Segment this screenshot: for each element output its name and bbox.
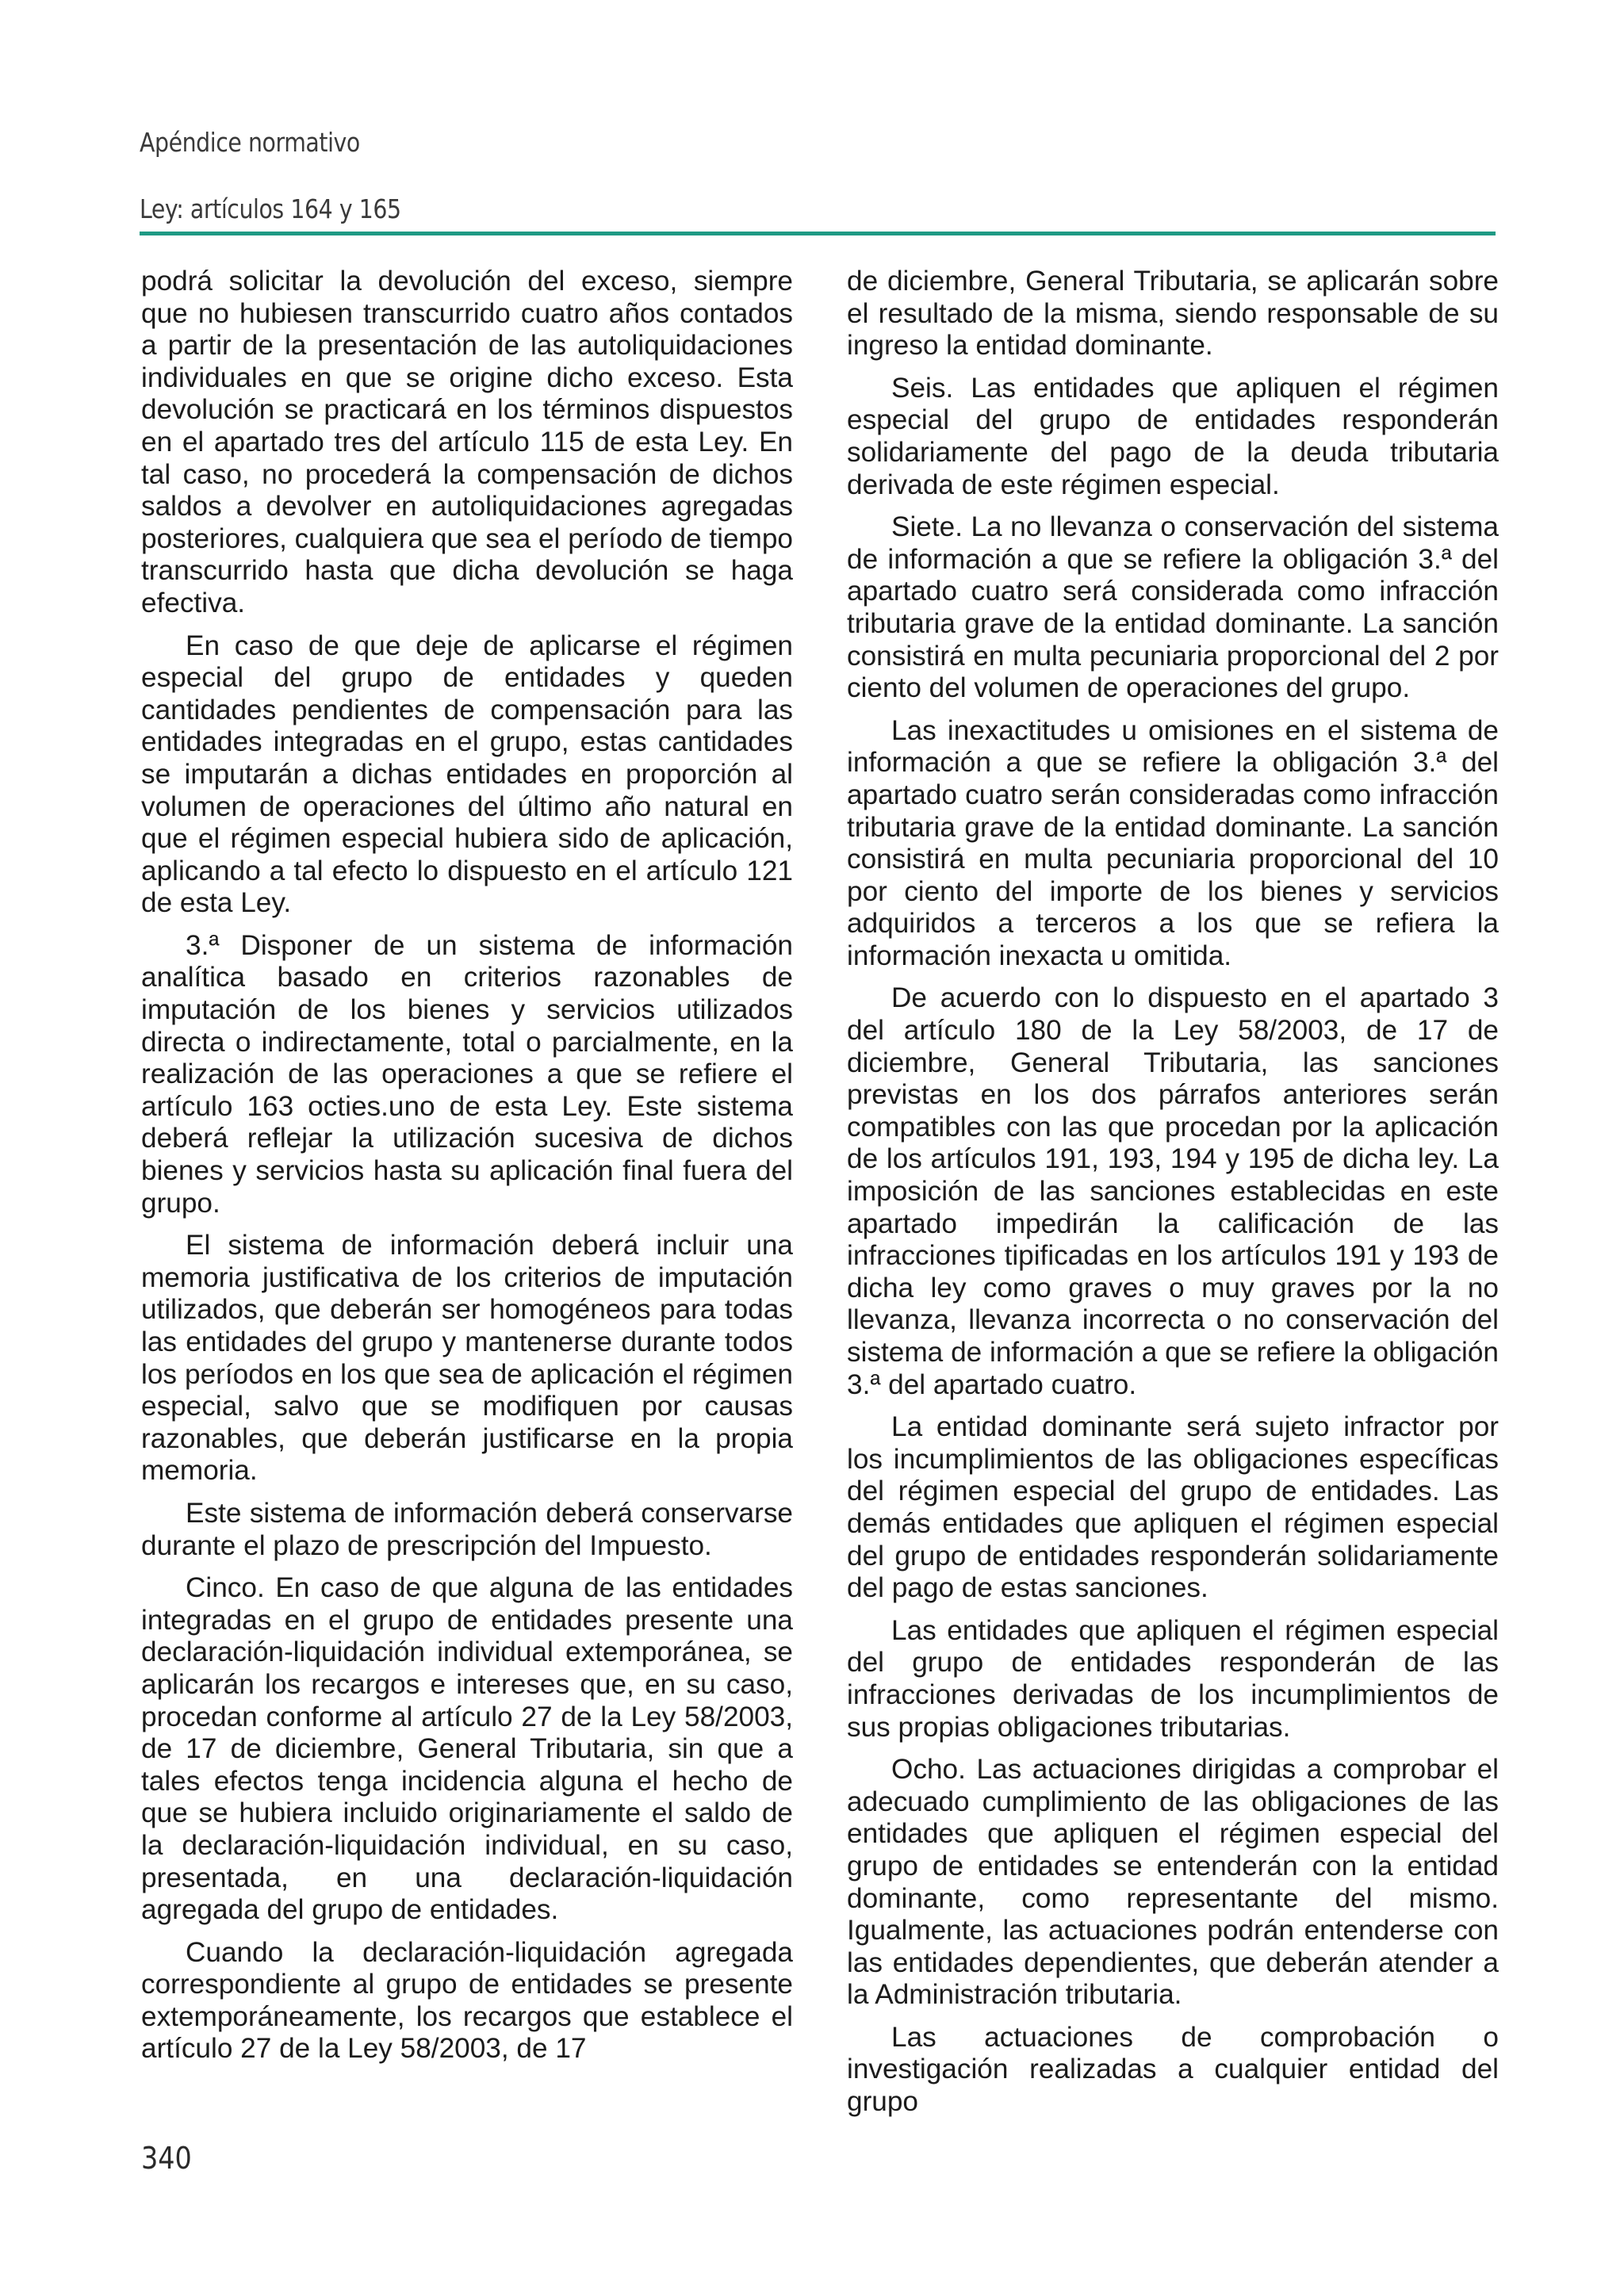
paragraph: de diciembre, General Tributaria, se aplicarán sobre el resultado de la misma, siendo responsable de su ingreso la entidad dominante. xyxy=(847,266,1499,362)
paragraph: Siete. La no llevanza o conservación del sistema de información a que se refiere la obligación 3.ª del apartado cuatro será considerada como infracción tributaria grave de la entidad dominante. La sanción consistirá en multa pecuniaria proporcional del 2 por ciento del volumen de operaciones del grupo. xyxy=(847,511,1499,704)
paragraph: 3.ª Disponer de un sistema de información analítica basado en criterios razonables de imputación de los bienes y servicios utilizados directa o indirectamente, total o parcialmente, en la realización de las operaciones a que se refiere el artículo 163 octies.uno de esta Ley. Este sistema deberá reflejar la utilización sucesiva de dichos bienes y servicios hasta su aplicación final fuera del grupo. xyxy=(141,929,793,1219)
paragraph: Cinco. En caso de que alguna de las entidades integradas en el grupo de entidades presente una declaración-liquidación individual extemporánea, se aplicarán los recargos e intereses que, en su caso, procedan conforme al artículo 27 de la Ley 58/2003, de 17 de diciembre, General Tributaria, sin que a tales efectos tenga incidencia alguna el hecho de que se hubiera incluido originariamente el saldo de la declaración-liquidación individual, en su caso, presentada, en una declaración-liquidación agregada del grupo de entidades. xyxy=(141,1572,793,1926)
paragraph: La entidad dominante será sujeto infractor por los incumplimientos de las obligaciones específicas del régimen especial del grupo de entidades. Las demás entidades que apliquen el régimen especial del grupo de entidades responderán solidariamente del pago de estas sanciones. xyxy=(847,1411,1499,1604)
paragraph: El sistema de información deberá incluir una memoria justificativa de los criterios de imputación utilizados, que deberán ser homogéneos para todas las entidades del grupo y mantenerse durante todos los períodos en los que sea de aplicación el régimen especial, salvo que se modifiquen por causas razonables, que deberán justificarse en la propia memoria. xyxy=(141,1230,793,1487)
paragraph: Ocho. Las actuaciones dirigidas a comprobar el adecuado cumplimiento de las obligaciones de las entidades que apliquen el régimen especial del grupo de entidades se entenderán con la entidad dominante, como representante del mismo. Igualmente, las actuaciones podrán entenderse con las entidades dependientes, que deberán atender a la Administración tributaria. xyxy=(847,1754,1499,2011)
paragraph: Las entidades que apliquen el régimen especial del grupo de entidades responderán de las infracciones derivadas de los incumplimientos de sus propias obligaciones tributarias. xyxy=(847,1614,1499,1743)
header-rule xyxy=(140,232,1496,235)
paragraph: En caso de que deje de aplicarse el régimen especial del grupo de entidades y queden cantidades pendientes de compensación para las entidades integradas en el grupo, estas cantidades se imputarán a dichas entidades en proporción al volumen de operaciones del último año natural en que el régimen especial hubiera sido de aplicación, aplicando a tal efecto lo dispuesto en el artículo 121 de esta Ley. xyxy=(141,630,793,919)
paragraph: Las actuaciones de comprobación o investigación realizadas a cualquier entidad del grupo xyxy=(847,2021,1499,2118)
paragraph: Cuando la declaración-liquidación agregada correspondiente al grupo de entidades se presente extemporáneamente, los recargos que establece el artículo 27 de la Ley 58/2003, de 17 xyxy=(141,1936,793,2065)
header-section: Apéndice normativo xyxy=(140,127,360,158)
page-number: 340 xyxy=(141,2141,192,2176)
paragraph: De acuerdo con lo dispuesto en el apartado 3 del artículo 180 de la Ley 58/2003, de 17 de diciembre, General Tributaria, las sanciones previstas en los dos párrafos anteriores serán compatibles con las que procedan por la aplicación de los artículos 191, 193, 194 y 195 de dicha ley. La imposición de las sanciones establecidas en este apartado impedirán la calificación de las infracciones tipificadas en los artículos 191 y 193 de dicha ley como graves o muy graves por la no llevanza, llevanza incorrecta o no conservación del sistema de información a que se refiere la obligación 3.ª del apartado cuatro. xyxy=(847,982,1499,1400)
paragraph: Las inexactitudes u omisiones en el sistema de información a que se refiere la obligación 3.ª del apartado cuatro serán consideradas como infracción tributaria grave de la entidad dominante. La sanción consistirá en multa pecuniaria proporcional del 10 por ciento del importe de los bienes y servicios adquiridos a terceros a los que se refiera la información inexacta u omitida. xyxy=(847,714,1499,971)
left-column xyxy=(141,266,793,2076)
right-column xyxy=(847,266,1499,2129)
paragraph: Este sistema de información deberá conservarse durante el plazo de prescripción del Impuesto. xyxy=(141,1497,793,1561)
paragraph: podrá solicitar la devolución del exceso, siempre que no hubiesen transcurrido cuatro años contados a partir de la presentación de las autoliquidaciones individuales en que se origine dicho exceso. Esta devolución se practicará en los términos dispuestos en el apartado tres del artículo 115 de esta Ley. En tal caso, no procederá la compensación de dichos saldos a devolver en autoliquidaciones agregadas posteriores, cualquiera que sea el período de tiempo transcurrido hasta que dicha devolución se haga efectiva. xyxy=(141,266,793,618)
header-subsection: Ley: artículos 164 y 165 xyxy=(140,193,401,224)
paragraph: Seis. Las entidades que apliquen el régimen especial del grupo de entidades responderán solidariamente del pago de la deuda tributaria derivada de este régimen especial. xyxy=(847,372,1499,500)
